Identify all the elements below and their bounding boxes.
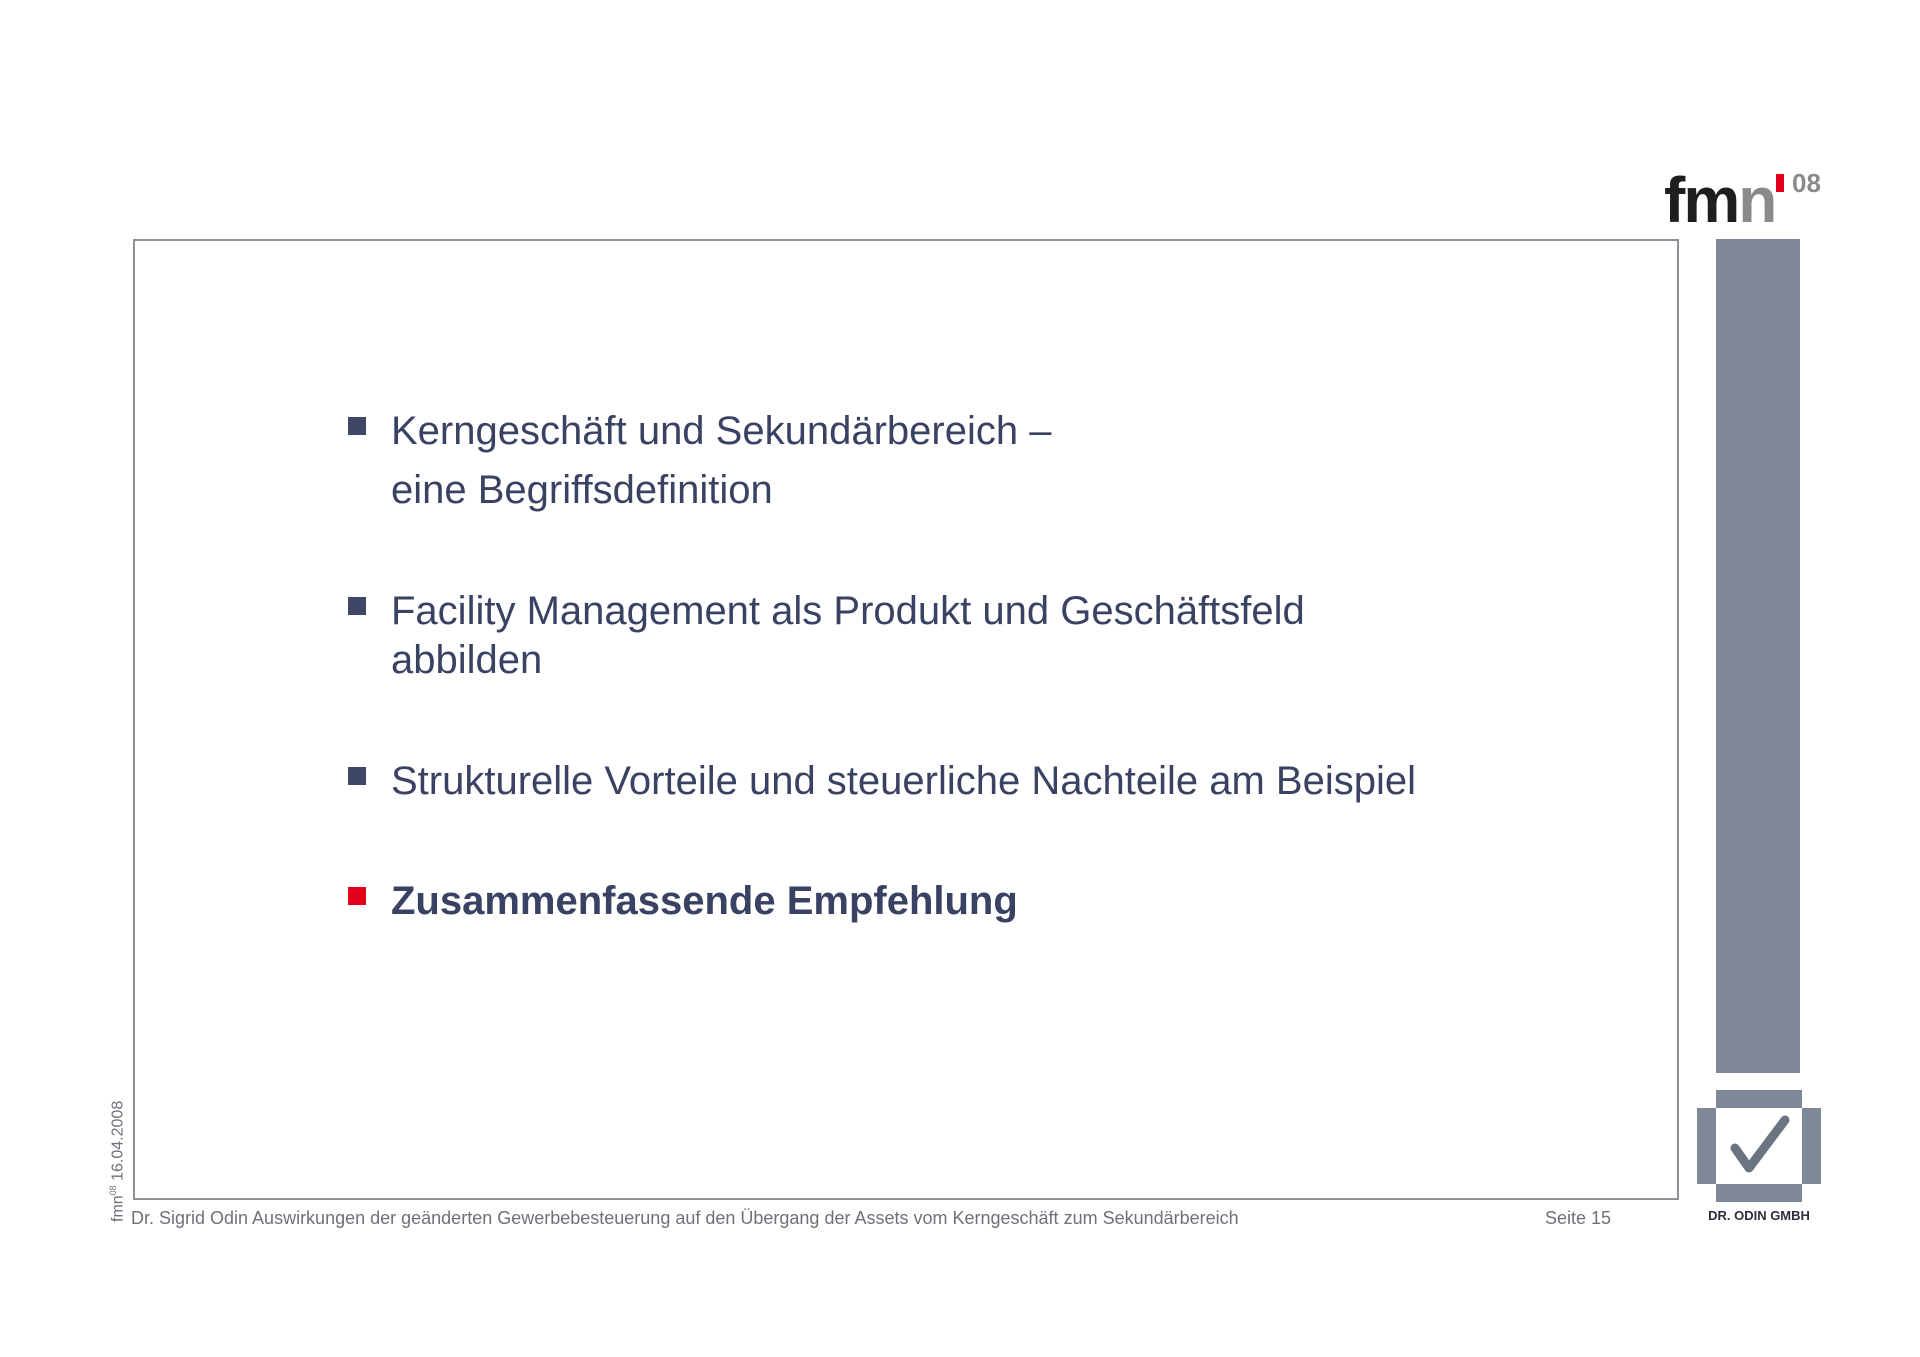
slide-frame xyxy=(133,239,1679,1200)
page-number: Seite 15 xyxy=(1545,1208,1612,1228)
agenda-item-text: Kerngeschäft und Sekundärbereich – eine Begriffsdefinition xyxy=(391,409,1052,512)
agenda-item-text: Facility Management als Produkt und Geschäftsfeld abbilden xyxy=(391,589,1305,682)
side-bar xyxy=(1716,239,1800,1073)
company-name: DR. ODIN GMBH xyxy=(1708,1208,1810,1223)
logo-wordmark: fmn xyxy=(1664,164,1776,236)
bullet-square-icon xyxy=(348,767,366,785)
logo-red-tick xyxy=(1776,174,1784,192)
footer-text: Dr. Sigrid Odin Auswirkungen der geänderten Gewerbebesteuerung auf den Übergang der Assets vom Kerngeschäft zum Sekundärbereich xyxy=(131,1208,1239,1228)
bullet-square-icon xyxy=(348,417,366,435)
logo-year: 08 xyxy=(1792,168,1821,198)
agenda-item-text: Strukturelle Vorteile und steuerliche Nachteile am Beispiel xyxy=(391,759,1416,803)
bullet-square-icon xyxy=(348,597,366,615)
odin-checkmark-logo-icon xyxy=(1697,1090,1821,1202)
bullet-square-icon xyxy=(348,887,366,905)
vertical-date-label: fmn$^{08}$ 16.04.2008 xyxy=(108,1100,127,1222)
agenda-item-text: Zusammenfassende Empfehlung xyxy=(391,879,1018,923)
fmn-logo xyxy=(1664,164,1834,238)
